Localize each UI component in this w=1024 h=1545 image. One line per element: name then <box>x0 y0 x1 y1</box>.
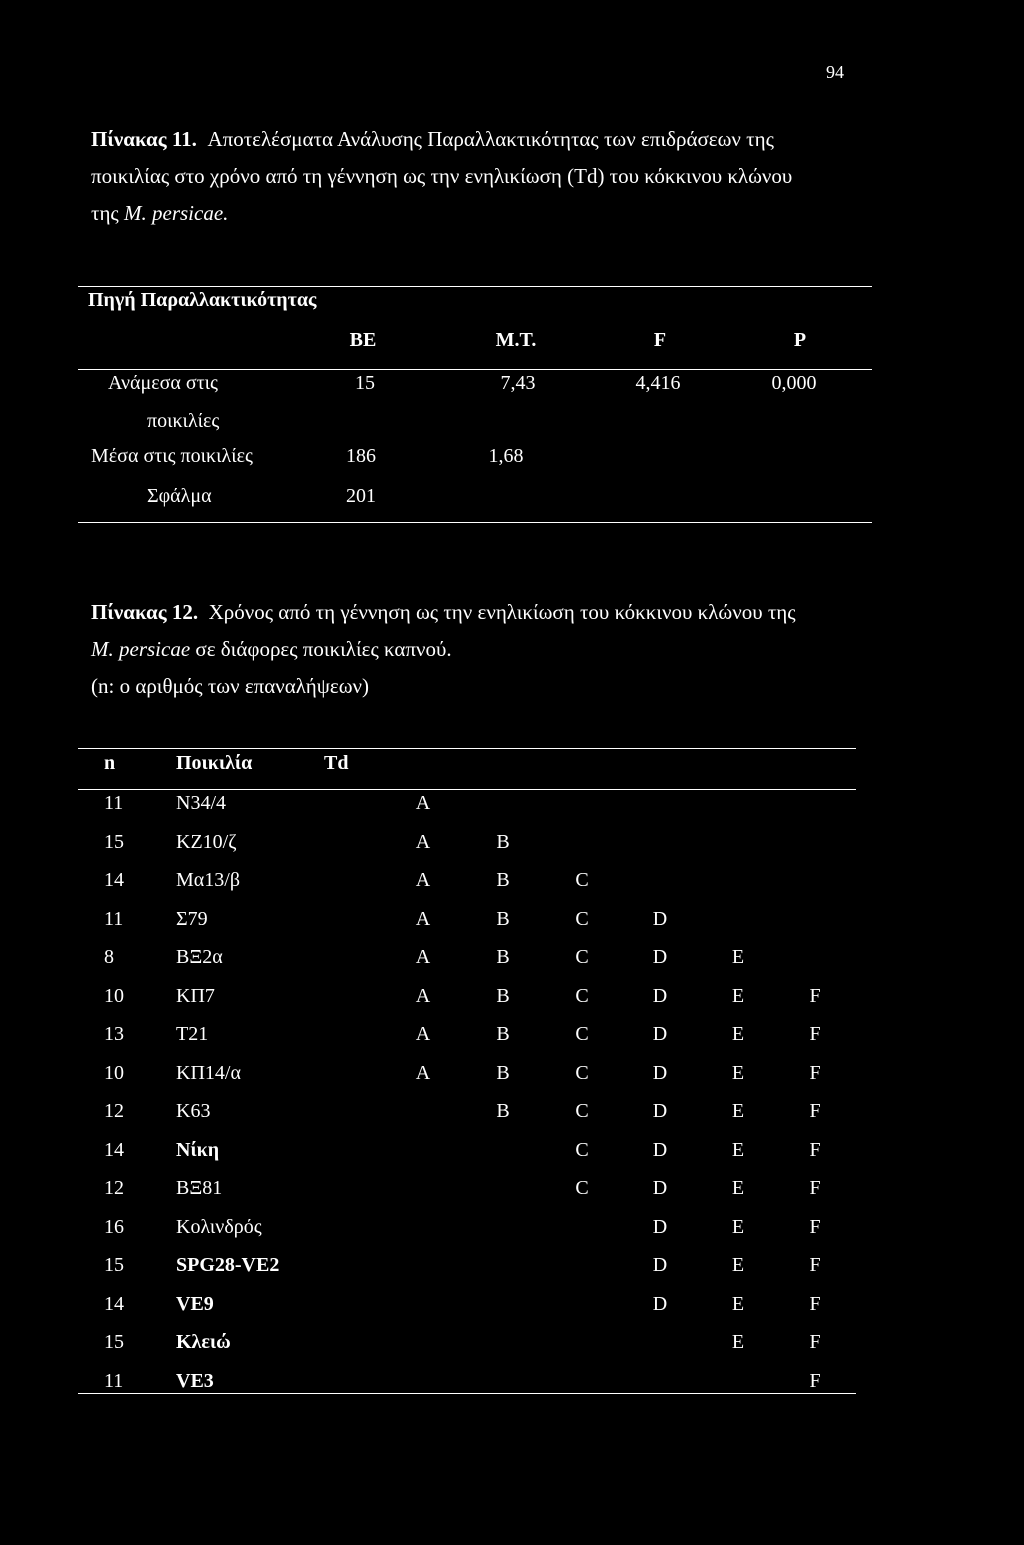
table12-row-group-letter: A <box>415 830 431 853</box>
table11-row1-p: 0,000 <box>771 372 817 394</box>
table12-header-td: Td <box>324 752 349 774</box>
table12-row-group-letter: E <box>731 946 745 968</box>
table12-caption-line3: (n: ο αριθμός των επαναλήψεων) <box>91 674 370 698</box>
table11-row3-be: 201 <box>346 485 376 507</box>
table12-row-group-letter: D <box>652 1023 668 1045</box>
table12-row-n: 8 <box>104 946 114 968</box>
table12-caption-line1 <box>91 594 851 631</box>
table11-col-be: ΒΕ <box>349 329 377 351</box>
table12-row-group-letter: D <box>652 946 668 968</box>
table12-caption-text1: Χρόνος από τη γέννηση ως την ενηλικίωση του κόκκινου κλώνου της <box>208 600 796 624</box>
table11-row1-mt: 7,43 <box>500 372 536 394</box>
table12-row-group-letter: D <box>652 1177 668 1199</box>
table11-caption-pre: της <box>91 201 119 225</box>
table11-header-source: Πηγή Παραλλακτικότητας <box>88 289 317 311</box>
table11-row2-mt: 1,68 <box>488 445 524 467</box>
table12-row-group-letter: D <box>652 1254 668 1276</box>
table12-row-group-letter: E <box>731 1061 745 1084</box>
table12-row-variety: Σ79 <box>176 907 208 930</box>
table12-row-group-letter: B <box>496 830 510 853</box>
table12-row-group-letter: E <box>731 1254 745 1276</box>
table12-row-group-letter: C <box>575 946 589 968</box>
table12-row-variety: Κολινδρός <box>176 1215 262 1238</box>
page-number: 94 <box>826 62 844 82</box>
table12-row-group-letter: B <box>496 1023 510 1045</box>
table12-row-n: 14 <box>104 869 124 891</box>
table11-caption-species: M. persicae. <box>124 201 229 225</box>
table12-row-group-letter: F <box>809 1138 821 1161</box>
table12-row-group-letter: B <box>496 869 510 891</box>
table12-row-group-letter: E <box>731 984 745 1007</box>
table12-row-n: 15 <box>104 830 124 853</box>
table11-row1-label-cont: ποικιλίες <box>147 410 220 432</box>
table12-row-variety: Νίκη <box>176 1138 220 1161</box>
table12-row-group-letter: D <box>652 1138 668 1161</box>
table12-row-variety: ΚΠ7 <box>176 984 215 1007</box>
table11-col-p: P <box>793 329 807 351</box>
table12-row-group-letter: A <box>415 907 431 930</box>
table12-row-variety: ΒΞ2α <box>176 946 223 968</box>
table12-row-n: 10 <box>104 984 124 1007</box>
table11-row1-label: Ανάμεσα στις <box>108 372 218 394</box>
table11-row1-be: 15 <box>355 372 375 394</box>
table12-row-group-letter: D <box>652 1215 668 1238</box>
table12-header-rule <box>78 789 856 790</box>
table12-row-n: 11 <box>104 907 124 930</box>
table12-row-group-letter: A <box>415 792 431 814</box>
table12-caption-label: Πίνακας 12. <box>91 600 199 624</box>
table12-row-group-letter: D <box>652 1100 668 1122</box>
table11-row2-label: Μέσα στις ποικιλίες <box>91 445 253 467</box>
table11-header-rule <box>78 369 872 370</box>
table11-col-mt: Μ.Τ. <box>495 329 537 351</box>
table12-row-n: 15 <box>104 1331 124 1353</box>
table12-row-n: 10 <box>104 1061 124 1084</box>
table12-row-group-letter: A <box>415 984 431 1007</box>
table12-row-group-letter: C <box>575 1023 589 1045</box>
table12-row-group-letter: C <box>575 869 589 891</box>
table12-row-group-letter: E <box>731 1023 745 1045</box>
table12-row-variety: ΚΖ10/ζ <box>176 830 237 853</box>
table12-row-group-letter: C <box>575 1177 589 1199</box>
table12-row-group-letter: B <box>496 946 510 968</box>
table12-row-variety: ΒΞ81 <box>176 1177 223 1199</box>
table12-row-group-letter: F <box>809 984 821 1007</box>
table12-row-group-letter: C <box>575 1138 589 1161</box>
table11-top-rule <box>78 286 872 287</box>
table12-row-group-letter: E <box>731 1177 745 1199</box>
table12-row-variety: Κλειώ <box>176 1331 231 1353</box>
table12-row-variety: VE3 <box>176 1369 214 1392</box>
table12-row-group-letter: E <box>731 1292 745 1315</box>
table12-row-group-letter: B <box>496 984 510 1007</box>
table12-row-group-letter: F <box>809 1023 821 1045</box>
table12-row-group-letter: F <box>809 1061 821 1084</box>
table12-row-group-letter: E <box>731 1100 745 1122</box>
table12-row-group-letter: F <box>809 1100 821 1122</box>
table12-bottom-rule <box>78 1393 856 1394</box>
table12-row-variety: Κ63 <box>176 1100 211 1122</box>
table11-caption-line1 <box>91 121 851 158</box>
table12-row-n: 16 <box>104 1215 124 1238</box>
table12-row-n: 12 <box>104 1100 124 1122</box>
table12-top-rule <box>78 748 856 749</box>
table11-caption-line3 <box>91 195 851 232</box>
table11-caption-label: Πίνακας 11. <box>91 127 197 151</box>
table11-col-f: F <box>653 329 667 351</box>
table12-row-group-letter: E <box>731 1215 745 1238</box>
table12-header-variety: Ποικιλία <box>176 752 253 774</box>
table12-row-group-letter: A <box>415 869 431 891</box>
table12-row-variety: Τ21 <box>176 1023 209 1045</box>
table11-row1-f: 4,416 <box>635 372 681 394</box>
table12-row-variety: ΚΠ14/α <box>176 1061 241 1084</box>
table12-row-group-letter: F <box>809 1215 821 1238</box>
table12-row-group-letter: F <box>809 1292 821 1315</box>
table12-row-group-letter: E <box>731 1138 745 1161</box>
table12-row-group-letter: B <box>496 907 510 930</box>
table12-row-group-letter: A <box>415 1061 431 1084</box>
table12-row-group-letter: D <box>652 1061 668 1084</box>
table12-row-group-letter: F <box>809 1331 821 1353</box>
table12-row-group-letter: B <box>496 1061 510 1084</box>
table12-caption <box>91 594 851 705</box>
table12-row-variety: Μα13/β <box>176 869 240 891</box>
table12-row-n: 14 <box>104 1138 124 1161</box>
table12-row-group-letter: A <box>415 1023 431 1045</box>
table12-row-group-letter: D <box>652 907 668 930</box>
table12-caption-line2 <box>91 631 851 668</box>
table11-bottom-rule <box>78 522 872 523</box>
table12-row-n: 11 <box>104 1369 124 1392</box>
table12-caption-species: M. persicae <box>91 637 191 661</box>
table12-row-group-letter: D <box>652 984 668 1007</box>
table12-row-variety: VE9 <box>176 1292 214 1315</box>
table12-row-group-letter: A <box>415 946 431 968</box>
table12-row-group-letter: F <box>809 1369 821 1392</box>
table12-row-group-letter: F <box>809 1177 821 1199</box>
table12-row-group-letter: C <box>575 984 589 1007</box>
table12-row-variety: SPG28-VE2 <box>176 1254 280 1276</box>
table12-row-variety: Ν34/4 <box>176 792 226 814</box>
table12-header-n: n <box>104 752 116 774</box>
table12-row-n: 14 <box>104 1292 124 1315</box>
table12-row-group-letter: B <box>496 1100 510 1122</box>
table11-caption-line2: ποικιλίας στο χρόνο από τη γέννηση ως την ενηλικίωση (Td) του κόκκινου κλώνου <box>91 164 793 188</box>
table12-row-group-letter: F <box>809 1254 821 1276</box>
table12-row-n: 12 <box>104 1177 124 1199</box>
table11-caption <box>91 121 851 232</box>
table12-row-group-letter: C <box>575 907 589 930</box>
table11-row2-be: 186 <box>346 445 376 467</box>
table12-row-group-letter: D <box>652 1292 668 1315</box>
table11-caption-text1: Αποτελέσματα Ανάλυσης Παραλλακτικότητας των επιδράσεων της <box>207 127 774 151</box>
table12-row-n: 13 <box>104 1023 124 1045</box>
table12-row-n: 15 <box>104 1254 124 1276</box>
table12-row-group-letter: C <box>575 1061 589 1084</box>
table12-row-group-letter: E <box>731 1331 745 1353</box>
table12-caption-text2: σε διάφορες ποικιλίες καπνού. <box>195 637 452 661</box>
table12-row-group-letter: C <box>575 1100 589 1122</box>
table12-row-n: 11 <box>104 792 124 814</box>
table11-row3-label: Σφάλμα <box>147 485 212 507</box>
